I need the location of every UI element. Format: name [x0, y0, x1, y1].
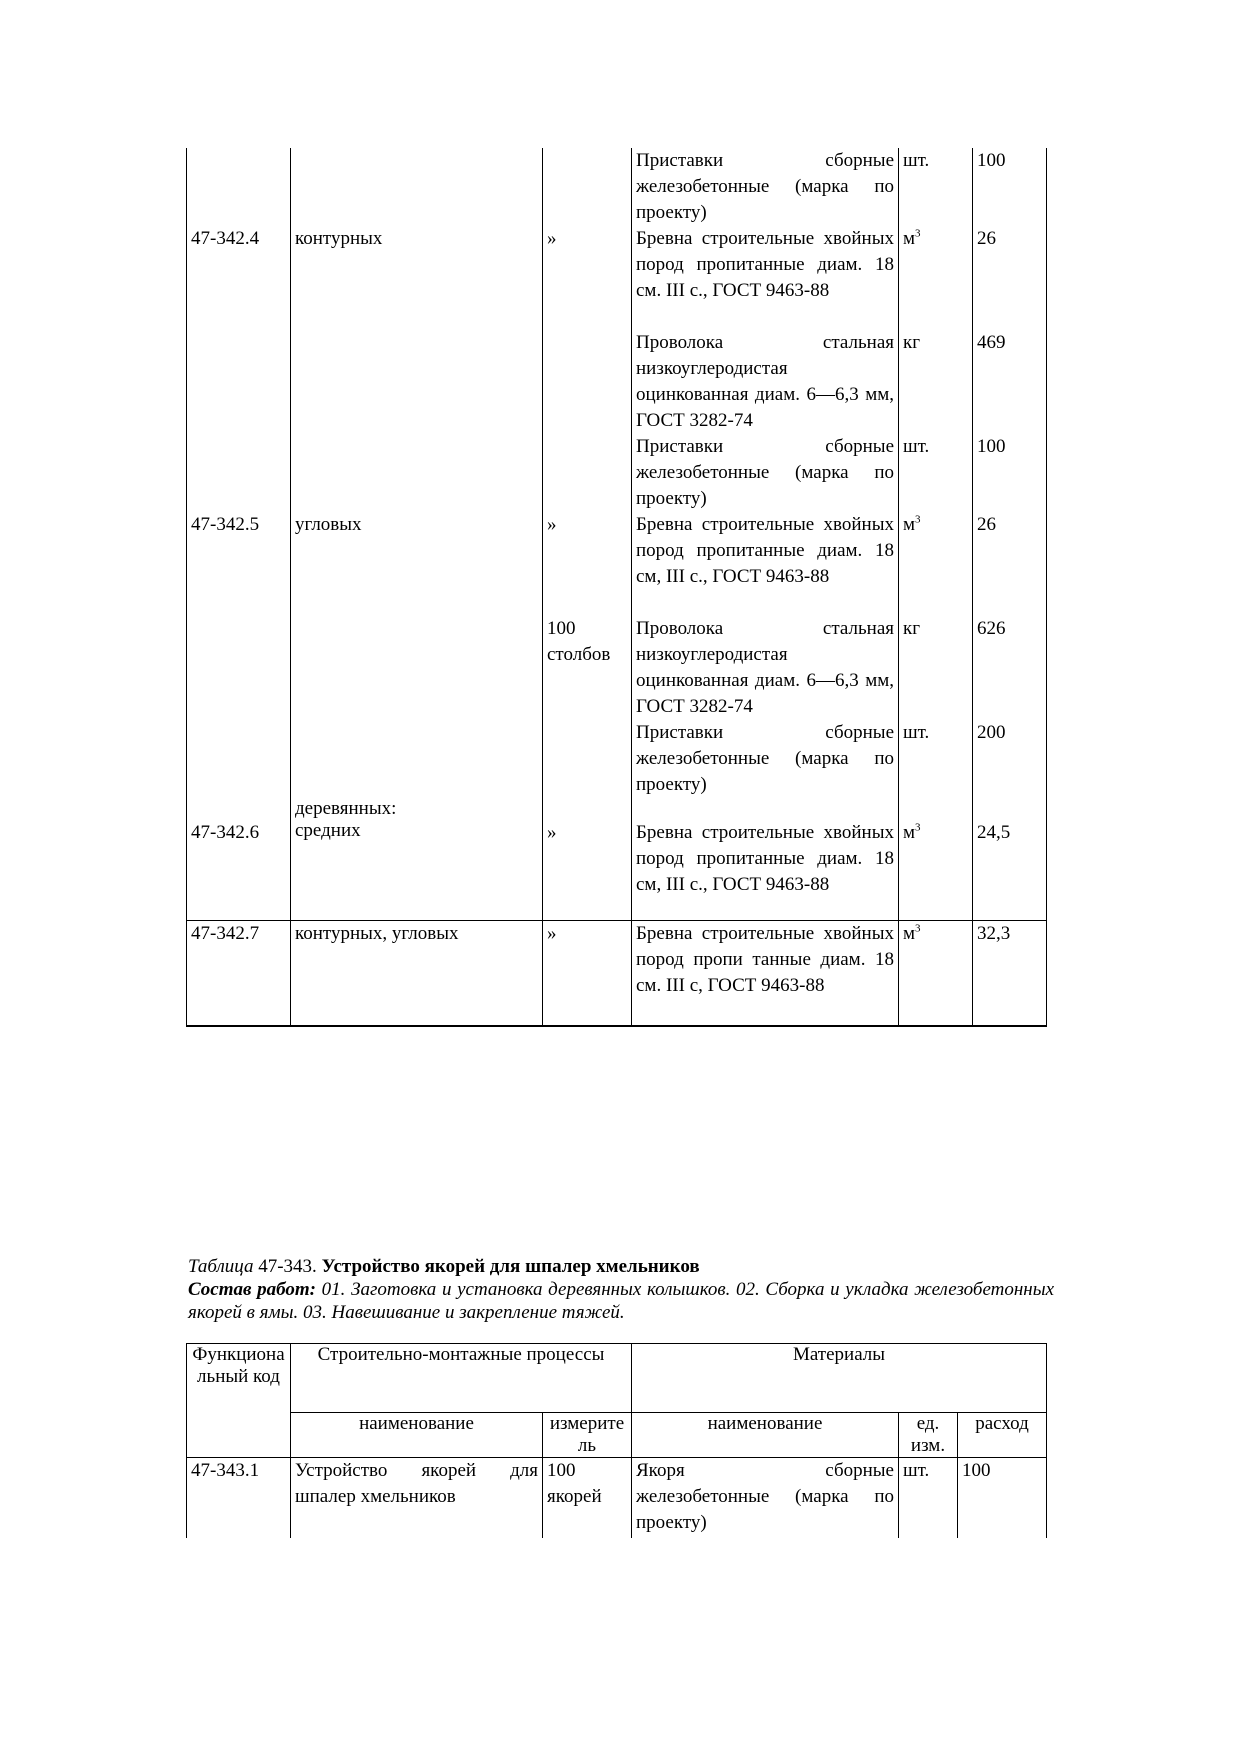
name-cell: [291, 616, 543, 720]
qty-cell: 100: [958, 1458, 1047, 1539]
unit-cell: кг: [899, 616, 973, 720]
name-prefix: деревянных:: [295, 798, 397, 819]
qty-cell: 100: [973, 148, 1047, 226]
meter-cell: 100 якорей: [543, 1458, 632, 1539]
unit-cell: $м^3$: [899, 921, 973, 1027]
meter-cell: [543, 720, 632, 798]
code-cell: [187, 148, 291, 226]
material-cell: Бревна строительные хвойных пород пропитанные диам. 18 см, III с., ГОСТ 9463-88: [632, 798, 899, 921]
unit-superscript: 3: [915, 821, 921, 834]
table-row: [187, 512, 1047, 616]
unit-cell: $м^3$: [899, 512, 973, 616]
qty-cell: 100: [973, 434, 1047, 512]
header-proc-name: наименование: [291, 1413, 543, 1458]
qty-cell: 200: [973, 720, 1047, 798]
header-materials: Материалы: [632, 1344, 1047, 1413]
name-cell: [291, 148, 543, 226]
table-row: [187, 226, 1047, 330]
code-cell: [187, 616, 291, 720]
material-cell: Приставки сборные железобетонные (марка по проекту): [632, 148, 899, 226]
works-composition: [188, 1278, 1054, 1324]
code-cell: 47-342.6: [187, 798, 291, 921]
material-cell: Якоря сборные железобетонные (марка по проекту): [632, 1458, 899, 1539]
materials-table-47-342: [186, 148, 1047, 1027]
table-row: [187, 148, 1047, 226]
material-cell: Проволока стальная низкоуглеродистая оцинкованная диам. 6—6,3 мм, ГОСТ 3282-74: [632, 330, 899, 434]
table-caption: [188, 1255, 1054, 1324]
unit-cell: шт.: [899, 148, 973, 226]
meter-cell: 100 столбов: [543, 616, 632, 720]
header-proc-meter: измеритель: [543, 1413, 632, 1458]
meter-cell: [543, 434, 632, 512]
name-cell: [291, 330, 543, 434]
code-cell: [187, 434, 291, 512]
subheader-row: [187, 1413, 1047, 1458]
qty-cell: 26: [973, 226, 1047, 330]
table-row: [187, 434, 1047, 512]
caption-label: Таблица: [188, 1256, 254, 1277]
materials-table-47-343: [186, 1343, 1047, 1538]
caption-title-line: [188, 1255, 1054, 1278]
table-row: [187, 921, 1047, 1027]
unit-superscript: 3: [915, 922, 921, 935]
meter-cell: »: [543, 921, 632, 1027]
material-cell: Бревна строительные хвойных пород пропитанные диам. 18 см. III с., ГОСТ 9463-88: [632, 226, 899, 330]
table-row: [187, 798, 1047, 921]
table-row: [187, 616, 1047, 720]
table-row: [187, 720, 1047, 798]
table-row: [187, 1458, 1047, 1539]
unit-superscript: 3: [915, 227, 921, 240]
header-mat-unit: ед. изм.: [899, 1413, 958, 1458]
qty-cell: 626: [973, 616, 1047, 720]
material-cell: Проволока стальная низкоуглеродистая оцинкованная диам. 6—6,3 мм, ГОСТ 3282-74: [632, 616, 899, 720]
material-cell: Бревна строительные хвойных пород пропи танные диам. 18 см. III с, ГОСТ 9463-88: [632, 921, 899, 1027]
works-text: 01. Заготовка и установка деревянных колышков. 02. Сборка и укладка железобетонных якорей в ямы. 03. Навешивание и закрепление тяжей.: [188, 1279, 1055, 1323]
unit-cell: кг: [899, 330, 973, 434]
meter-cell: [543, 148, 632, 226]
material-cell: Бревна строительные хвойных пород пропитанные диам. 18 см, III с., ГОСТ 9463-88: [632, 512, 899, 616]
unit-cell: $м^3$: [899, 226, 973, 330]
name-cell: деревянных: средних: [291, 798, 543, 921]
material-cell: Приставки сборные железобетонные (марка по проекту): [632, 434, 899, 512]
works-label: Состав работ:: [188, 1279, 316, 1300]
material-cell: Приставки сборные железобетонные (марка по проекту): [632, 720, 899, 798]
caption-title: Устройство якорей для шпалер хмельников: [321, 1256, 700, 1277]
qty-cell: 24,5: [973, 798, 1047, 921]
unit-superscript: 3: [915, 513, 921, 526]
meter-cell: [543, 330, 632, 434]
meter-cell: »: [543, 226, 632, 330]
code-cell: [187, 330, 291, 434]
code-cell: 47-342.5: [187, 512, 291, 616]
code-cell: [187, 720, 291, 798]
qty-cell: 26: [973, 512, 1047, 616]
unit-cell: шт.: [899, 434, 973, 512]
name-cell: [291, 720, 543, 798]
header-processes: Строительно-монтажные процессы: [291, 1344, 632, 1413]
unit-cell: шт.: [899, 720, 973, 798]
meter-cell: »: [543, 512, 632, 616]
code-cell: 47-343.1: [187, 1458, 291, 1539]
qty-cell: 469: [973, 330, 1047, 434]
header-row: [187, 1344, 1047, 1413]
qty-cell: 32,3: [973, 921, 1047, 1027]
unit-cell: шт.: [899, 1458, 958, 1539]
name-cell: [291, 434, 543, 512]
name-cell: контурных: [291, 226, 543, 330]
table-row: [187, 330, 1047, 434]
meter-cell: »: [543, 798, 632, 921]
header-code: Функциональный код: [187, 1344, 291, 1458]
header-mat-name: наименование: [632, 1413, 899, 1458]
header-mat-qty: расход: [958, 1413, 1047, 1458]
name-cell: угловых: [291, 512, 543, 616]
code-cell: 47-342.7: [187, 921, 291, 1027]
code-cell: 47-342.4: [187, 226, 291, 330]
name-cell: Устройство якорей для шпалер хмельников: [291, 1458, 543, 1539]
caption-number: 47-343.: [258, 1256, 317, 1277]
name-cell: контурных, угловых: [291, 921, 543, 1027]
unit-cell: $м^3$: [899, 798, 973, 921]
